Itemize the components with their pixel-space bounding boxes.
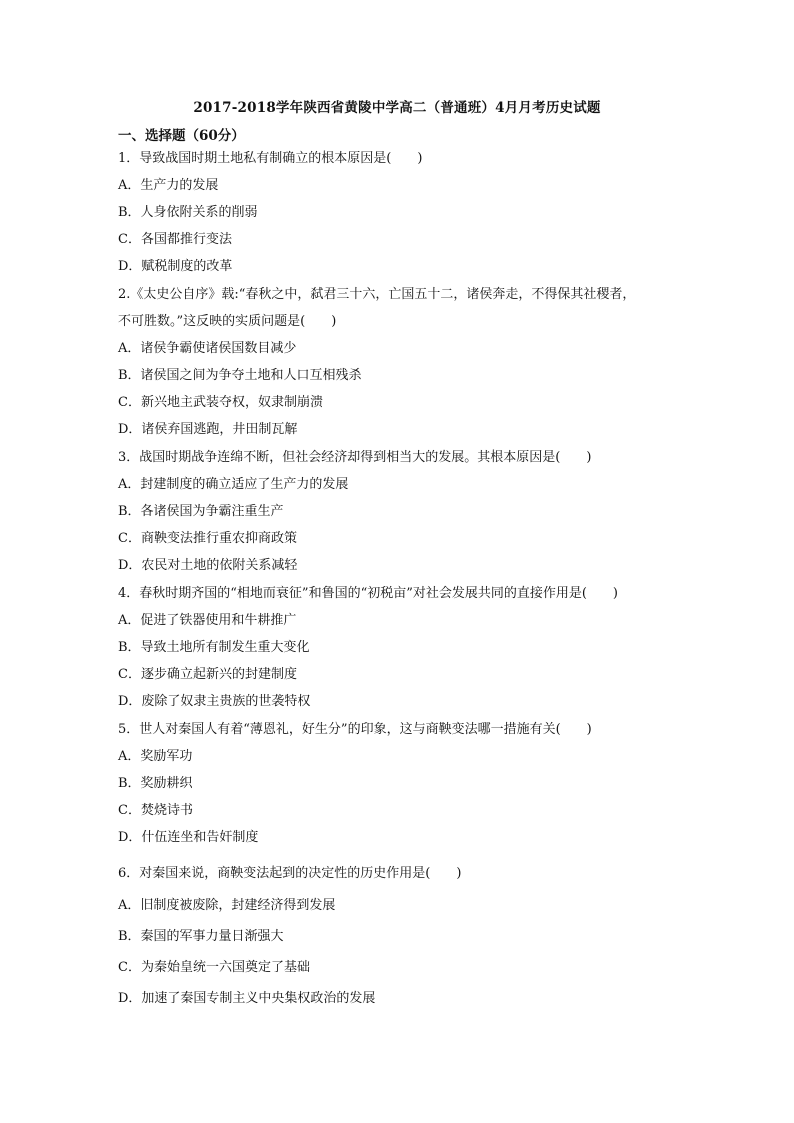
question-4-option-a: A．促进了铁器使用和牛耕推广 <box>118 613 297 628</box>
question-2-stem-line-1: 2.《太史公自序》载:“春秋之中，弑君三十六，亡国五十二，诸侯奔走，不得保其社稷者， <box>118 287 636 302</box>
question-6-option-a: A．旧制度被废除，封建经济得到发展 <box>118 898 336 913</box>
question-2-stem-line-2: 不可胜数。”这反映的实质问题是( ) <box>118 314 337 329</box>
question-5-option-d: D．什伍连坐和告奸制度 <box>118 830 259 845</box>
section-heading: 一、选择题（60分） <box>118 128 245 144</box>
question-6-option-c: C．为秦始皇统一六国奠定了基础 <box>118 960 310 975</box>
question-4-stem: 4．春秋时期齐国的“相地而衰征”和鲁国的“初税亩”对社会发展共同的直接作用是( ) <box>118 586 618 601</box>
question-3-stem: 3．战国时期战争连绵不断，但社会经济却得到相当大的发展。其根本原因是( ) <box>118 450 592 465</box>
question-3-option-a: A．封建制度的确立适应了生产力的发展 <box>118 477 349 492</box>
question-3-option-b: B．各诸侯国为争霸注重生产 <box>118 504 284 519</box>
question-5-option-c: C．焚烧诗书 <box>118 803 193 818</box>
question-1-stem: 1．导致战国时期土地私有制确立的根本原因是( ) <box>118 151 423 166</box>
question-4-option-b: B．导致土地所有制发生重大变化 <box>118 640 310 655</box>
question-1-option-c: C．各国都推行变法 <box>118 232 232 247</box>
question-6-option-b: B．秦国的军事力量日渐强大 <box>118 929 284 944</box>
question-5-stem: 5．世人对秦国人有着“薄恩礼，好生分”的印象，这与商鞅变法哪一措施有关( ) <box>118 722 592 737</box>
question-6-stem: 6．对秦国来说，商鞅变法起到的决定性的历史作用是( ) <box>118 866 462 881</box>
question-5-option-b: B．奖励耕织 <box>118 776 193 791</box>
question-2-option-b: B．诸侯国之间为争夺土地和人口互相残杀 <box>118 368 362 383</box>
question-6-option-d: D．加速了秦国专制主义中央集权政治的发展 <box>118 991 376 1006</box>
question-3-option-c: C．商鞅变法推行重农抑商政策 <box>118 531 297 546</box>
question-2-option-a: A．诸侯争霸使诸侯国数目减少 <box>118 341 297 356</box>
question-1-option-d: D．赋税制度的改革 <box>118 259 233 274</box>
question-5-option-a: A．奖励军功 <box>118 749 193 764</box>
question-1-option-a: A．生产力的发展 <box>118 178 219 193</box>
question-1-option-b: B．人身依附关系的削弱 <box>118 205 258 220</box>
question-4-option-d: D．废除了奴隶主贵族的世袭特权 <box>118 694 311 709</box>
question-4-option-c: C．逐步确立起新兴的封建制度 <box>118 667 297 682</box>
question-2-option-d: D．诸侯弃国逃跑，井田制瓦解 <box>118 422 298 437</box>
question-3-option-d: D．农民对土地的依附关系减轻 <box>118 558 298 573</box>
question-2-option-c: C．新兴地主武装夺权，奴隶制崩溃 <box>118 395 323 410</box>
exam-title: 2017-2018学年陕西省黄陵中学高二（普通班）4月月考历史试题 <box>193 100 601 116</box>
